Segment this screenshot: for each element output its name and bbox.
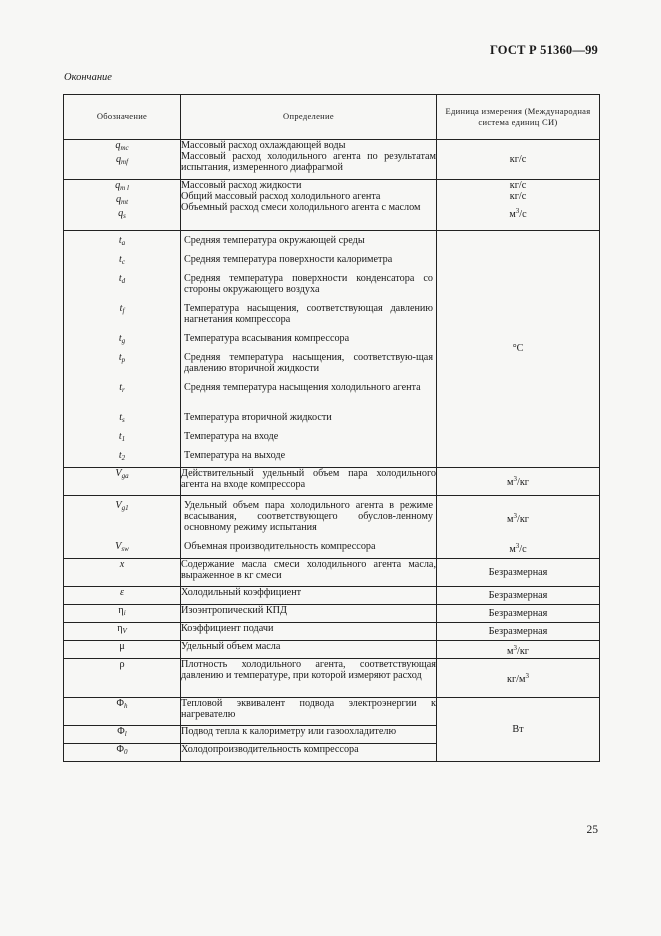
column-header-unit: Единица измерения (Международная система единиц СИ) xyxy=(437,95,600,140)
symbol-cell: $V_{g1}$ $V_{sw}$ xyxy=(64,496,181,559)
definition-cell: Подвод тепла к калориметру или газоохладителю xyxy=(181,726,437,744)
table-row xyxy=(64,587,600,605)
definition-cell: Массовый расход жидкости Общий массовый расход холодильного агента Объемный расход смеси холодильного агента с маслом xyxy=(181,180,437,231)
unit-cell: Вт xyxy=(437,698,600,762)
table-row xyxy=(64,698,600,726)
table-row xyxy=(64,623,600,641)
symbol-cell: $q_{m l}$ $q_{mt}$ $q_s$ xyxy=(64,180,181,231)
standard-header: ГОСТ Р 51360—99 xyxy=(489,43,598,57)
symbol-cell: $\Phi_l$ xyxy=(64,726,181,744)
symbol-cell: $q_{mc}$ $q_{mf}$ xyxy=(64,140,181,180)
unit-cell: кг/с кг/с $м^3/с$ xyxy=(437,180,600,231)
symbol-cell: $t_a$ $t_c$ $t_d$ $t_f$ $t_g$ $t_p$ $t_r$ $t_s$ $t_1$ $t_2$ xyxy=(64,231,181,468)
table-row xyxy=(64,468,600,496)
definition-cell: Плотность холодильного агента, соответствующая давлению и температуре, при которой измеряют расход xyxy=(181,659,437,698)
column-header-definition: Определение xyxy=(181,95,437,140)
unit-cell: °С xyxy=(437,231,600,468)
table-row xyxy=(64,140,600,180)
unit-cell: Безразмерная xyxy=(437,587,600,605)
symbol-cell: ρ xyxy=(64,659,181,698)
unit-cell: Безразмерная xyxy=(437,559,600,587)
symbol-cell: $\eta_V$ xyxy=(64,623,181,641)
unit-cell: кг/с xyxy=(437,140,600,180)
table-header-row xyxy=(64,95,600,140)
column-header-symbol: Обозначение xyxy=(64,95,181,140)
unit-cell: $м^3/кг$ $м^3/с$ xyxy=(437,496,600,559)
symbol-cell: $\eta_i$ xyxy=(64,605,181,623)
symbol-cell: μ xyxy=(64,641,181,659)
definition-cell: Удельный объем масла xyxy=(181,641,437,659)
unit-cell: $кг/м^3$ xyxy=(437,659,600,698)
symbol-cell: $\Phi_0$ xyxy=(64,744,181,762)
unit-cell: Безразмерная xyxy=(437,605,600,623)
table-row xyxy=(64,496,600,559)
definition-cell: Действительный удельный объем пара холодильного агента на входе компрессора xyxy=(181,468,437,496)
unit-cell: $м^3/кг$ xyxy=(437,468,600,496)
continuation-label: Окончание xyxy=(64,72,112,83)
symbols-table xyxy=(63,94,600,762)
definition-cell: Удельный объем пара холодильного агента в режиме всасывания, соответствующего обуслов-ленному основному режиму испытания Объемная производительность компрессора xyxy=(181,496,437,559)
definition-cell: Коэффициент подачи xyxy=(181,623,437,641)
table-row xyxy=(64,605,600,623)
symbol-cell: $V_{ga}$ xyxy=(64,468,181,496)
definition-cell: Массовый расход охлаждающей воды Массовый расход холодильного агента по результатам испытания, измеренного диафрагмой xyxy=(181,140,437,180)
definition-cell: Холодопроизводительность компрессора xyxy=(181,744,437,762)
unit-cell: Безразмерная xyxy=(437,623,600,641)
definition-cell: Холодильный коэффициент xyxy=(181,587,437,605)
definition-cell: Изоэнтропический КПД xyxy=(181,605,437,623)
symbol-cell: x xyxy=(64,559,181,587)
table-row xyxy=(64,231,600,468)
definition-cell: Средняя температура окружающей среды Средняя температура поверхности калориметра Средняя температура поверхности конденсатора со стороны окружающего воздуха Температура насыщения, соответствующая давлению нагнетания компрессора Температура всасывания компрессора Средняя температура насыщения, соответствую-щая давлению вторичной жидкости Средняя температура насыщения холодильного агента Температура вторичной жидкости Температура на входе Температура на выходе xyxy=(181,231,437,468)
definition-cell: Тепловой эквивалент подвода электроэнергии к нагревателю xyxy=(181,698,437,726)
page-number: 25 xyxy=(586,824,598,836)
table-row xyxy=(64,659,600,698)
table-row xyxy=(64,641,600,659)
unit-cell: $м^3/кг$ xyxy=(437,641,600,659)
definition-cell: Содержание масла смеси холодильного агента масла, выраженное в кг смеси xyxy=(181,559,437,587)
symbol-cell: $\Phi_h$ xyxy=(64,698,181,726)
table-row xyxy=(64,180,600,231)
table-row xyxy=(64,559,600,587)
symbol-cell: ε xyxy=(64,587,181,605)
